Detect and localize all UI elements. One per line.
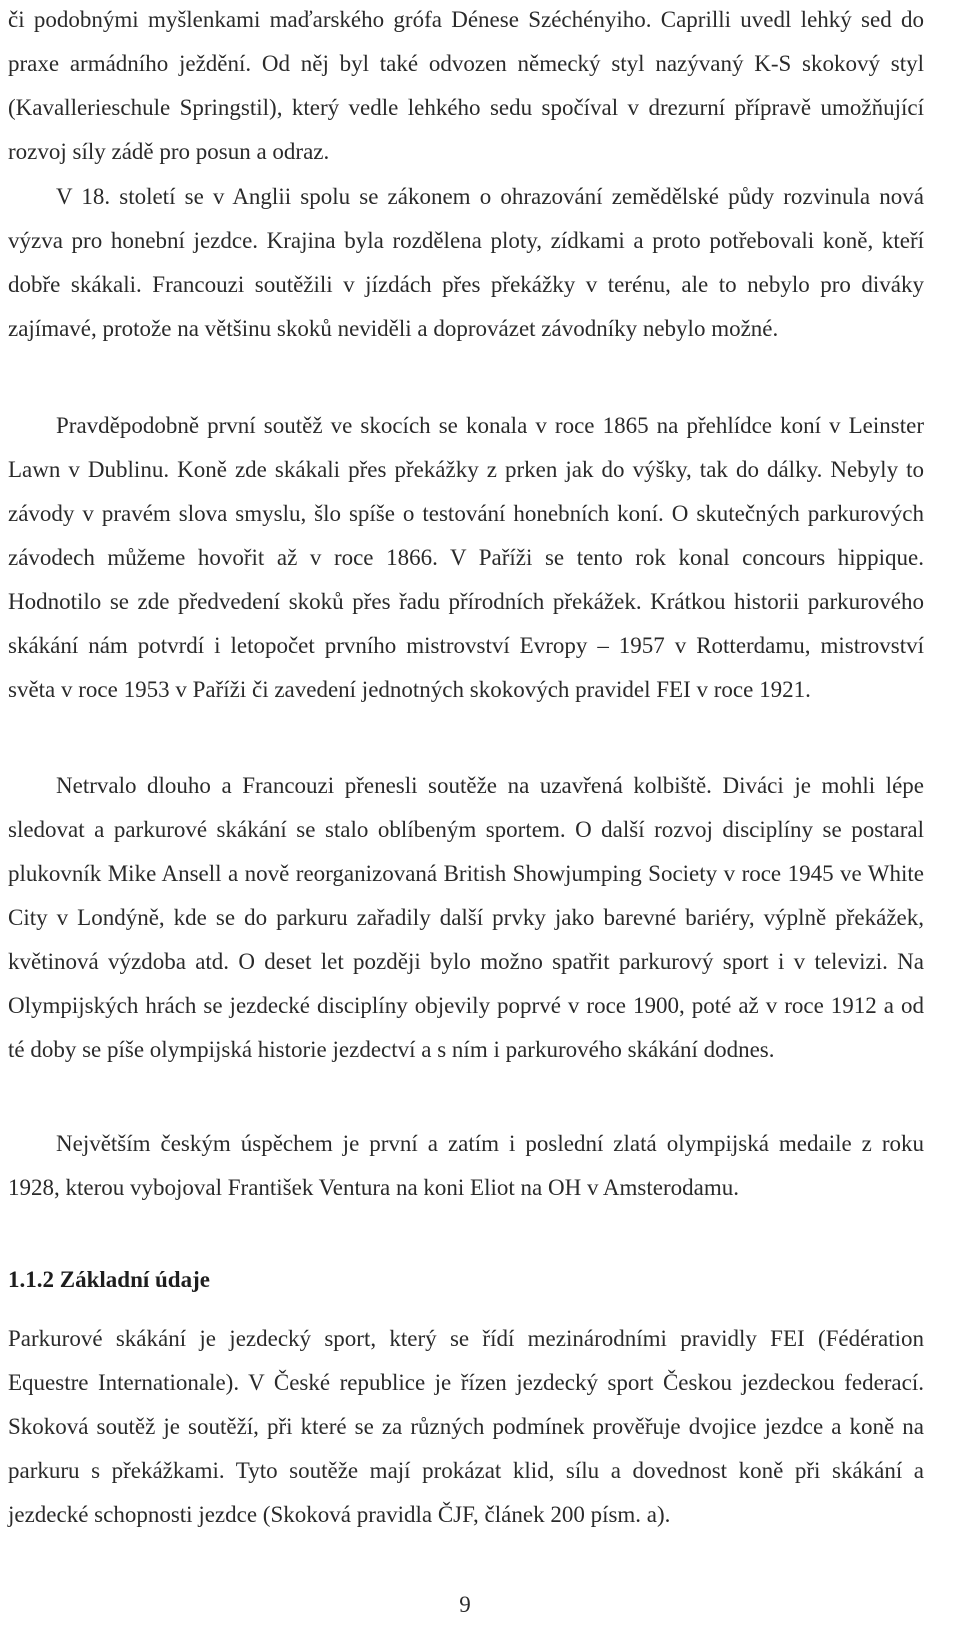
- paragraph-caprilli-style: či podobnými myšlenkami maďarského grófa Dénese Széchényiho. Caprilli uvedl lehký sed do praxe armádního ježdění. Od něj byl také odvozen německý styl nazývaný K-S skokový styl (Kavallerieschule Springstil), který vedle lehkého sedu spočíval v drezurní přípravě umožňující rozvoj síly zádě pro posun a odraz.: [8, 7, 924, 164]
- paragraph-first-competition: Pravděpodobně první soutěž ve skocích se konala v roce 1865 na přehlídce koní v Leinster Lawn v Dublinu. Koně zde skákali přes překážky z prken jak do výšky, tak do dálky. Nebyly to závody v pravém slova smyslu, šlo spíše o testování honebních koní. O skutečných parkurových závodech můžeme hovořit až v roce 1866. V Paříži se tento rok konal concours hippique. Hodnotilo se zde předvedení skoků přes řadu přírodních překážek. Krátkou historii parkurového skákání nám potvrdí i letopočet prvního mistrovství Evropy – 1957 v Rotterdamu, mistrovství světa v roce 1953 v Paříži či zavedení jednotných skokových pravidel FEI v roce 1921.: [8, 413, 924, 702]
- paragraph-basic-info: Parkurové skákání je jezdecký sport, který se řídí mezinárodními pravidly FEI (Fédération Equestre Internationale). V České republice je řízen jezdecký sport Českou jezdeckou federací. Skoková soutěž je soutěží, při které se za různých podmínek prověřuje dvojice jezdce a koně na parkuru s překážkami. Tyto soutěže mají prokázat klid, sílu a dovednost koně při skákání a jezdecké schopnosti jezdce (Skoková pravidla ČJF, článek 200 písm. a).: [8, 1326, 924, 1527]
- document-page: [8, 0, 924, 1627]
- page-number: 9: [459, 1592, 471, 1617]
- paragraph-czech-success: Největším českým úspěchem je první a zatím i poslední zlatá olympijská medaile z roku 1928, kterou vybojoval František Ventura na koni Eliot na OH v Amsterodamu.: [8, 1131, 924, 1200]
- paragraph-enclosed-arenas: Netrvalo dlouho a Francouzi přenesli soutěže na uzavřená kolbiště. Diváci je mohli lépe sledovat a parkurové skákání se stalo oblíbeným sportem. O další rozvoj disciplíny se postaral plukovník Mike Ansell a nově reorganizovaná British Showjumping Society v roce 1945 ve White City v Londýně, kde se do parkuru zařadily další prvky jako barevné bariéry, výplně překážek, květinová výzdoba atd. O deset let později bylo možno spatřit parkurový sport i v televizi. Na Olympijských hrách se jezdecké disciplíny objevily poprvé v roce 1900, poté až v roce 1912 a od té doby se píše olympijská historie jezdectví a s ním i parkurového skákání dodnes.: [8, 773, 924, 1062]
- paragraph-england-18th-century: V 18. století se v Anglii spolu se zákonem o ohrazování zemědělské půdy rozvinula nová výzva pro honební jezdce. Krajina byla rozdělena ploty, zídkami a proto potřebovali koně, kteří dobře skákali. Francouzi soutěžili v jízdách přes překážky v terénu, ale to nebylo pro diváky zajímavé, protože na většinu skoků neviděli a doprovázet závodníky nebylo možné.: [8, 184, 924, 341]
- section-heading: 1.1.2 Základní údaje: [8, 1267, 210, 1292]
